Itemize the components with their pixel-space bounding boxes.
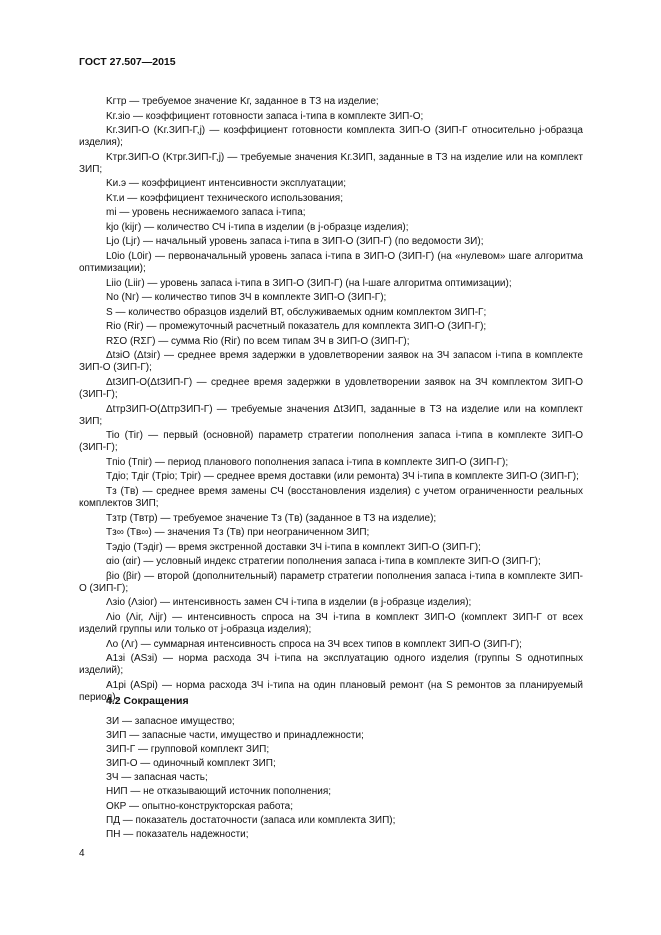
abbreviation-item: ЗИП — запасные части, имущество и принадлежности; xyxy=(106,730,364,742)
abbreviation-item: ЗИ — запасное имущество; xyxy=(106,716,235,727)
definition-item: Kг.зiо — коэффициент готовности запаса i-типа в комплекте ЗИП-О; xyxy=(106,110,424,122)
definition-item: Tзтр (Tвтр) — требуемое значение Tз (Tв) (заданное в ТЗ на изделие); xyxy=(106,512,437,524)
abbreviation-item: ЗЧ — запасная часть; xyxy=(106,772,208,784)
definition-item: Λзiо (Λзiог) — интенсивность замен СЧ i-типа в изделии (в j-образце изделия); xyxy=(106,597,472,609)
definition-item: Tз∞ (Tв∞) — значения Tз (Tв) при неограниченном ЗИП; xyxy=(106,527,370,539)
definition-item: Kгтр — требуемое значение Kг, заданное в ТЗ на изделие; xyxy=(106,96,379,107)
definition-item: Tiо (Tiг) — первый (основной) параметр стратегии пополнения запаса i-типа в комплекте ЗИП-О (ЗИП-Г); xyxy=(79,430,583,454)
definition-item: A1зi (ASзi) — норма расхода ЗЧ i-типа на эксплуатацию одного изделия (группы S однотипных изделий); xyxy=(79,653,583,677)
abbreviation-item: НИП — не отказывающий источник пополнения; xyxy=(106,786,332,798)
definition-item: Kг.ЗИП-О (Kг.ЗИП-Г,j) — коэффициент готовности комплекта ЗИП-О (ЗИП-Г относительно j-образца изделия); xyxy=(79,125,583,149)
definition-item: βiо (βiг) — второй (дополнительный) параметр стратегии пополнения запаса i-типа в комплекте ЗИП-О (ЗИП-Г); xyxy=(79,570,583,594)
definition-item: A1рi (ASрi) — норма расхода ЗЧ i-типа на один плановый ремонт (на S ремонтов за планируемый период). xyxy=(79,679,583,703)
definition-item: Tэдiо (Tэдiг) — время экстренной доставки ЗЧ i-типа в комплект ЗИП-О (ЗИП-Г); xyxy=(106,541,481,553)
definition-item: ΔtЗИП-О(ΔtЗИП-Г) — среднее время задержки в удовлетворении заявок на ЗЧ комплектом ЗИП-О (ЗИП-Г); xyxy=(79,376,583,401)
abbreviations-list xyxy=(106,716,395,843)
definition-item: Kт.и — коэффициент технического использования; xyxy=(106,192,344,204)
abbreviation-item: ПД — показатель достаточности (запаса или комплекта ЗИП); xyxy=(106,814,396,826)
definition-item: S — количество образцов изделий ВТ, обслуживаемых одним комплектом ЗИП-Г; xyxy=(106,306,487,318)
definition-item: Λiо (Λiг, Λijг) — интенсивность спроса на ЗЧ i-типа в комплект ЗИП-О (комплект ЗИП-Г от всех изделий группы или только от j-образца изделия); xyxy=(79,611,583,636)
section-title: 4.2 Сокращения xyxy=(106,695,189,707)
definition-item: kjо (kijг) — количество СЧ i-типа в изделии (в j-образце изделия); xyxy=(106,221,409,233)
abbreviation-item: ЗИП-О — одиночный комплект ЗИП; xyxy=(106,758,276,770)
definition-item: Kи.э — коэффициент интенсивности эксплуатации; xyxy=(106,178,347,190)
definition-item: mi — уровень неснижаемого запаса i-типа; xyxy=(106,207,306,219)
definition-item: Λо (Λг) — суммарная интенсивность спроса на ЗЧ всех типов в комплект ЗИП-О (ЗИП-Г); xyxy=(106,638,522,650)
definition-item: αiо (αiг) — условный индекс стратегии пополнения запаса i-типа в комплекте ЗИП-О (ЗИП-Г); xyxy=(106,556,541,568)
definitions-list xyxy=(79,96,583,706)
definition-item: Riо (Riг) — промежуточный расчетный показатель для комплекта ЗИП-О (ЗИП-Г); xyxy=(106,321,487,333)
abbreviation-item: ПН — показатель надежности; xyxy=(106,828,249,840)
definition-item: Tпiо (Tпiг) — период планового пополнения запаса i-типа в комплекте ЗИП-О (ЗИП-Г); xyxy=(106,456,509,468)
definition-item: ΔtзiO (Δtзiг) — среднее время задержки в удовлетворении заявок на ЗЧ запасом i-типа в комплекте ЗИП-О (ЗИП-Г); xyxy=(79,350,583,374)
definition-item: Tдiо; Tдiг (Tрiо; Tрiг) — среднее время доставки (или ремонта) ЗЧ i-типа в комплекте ЗИП-О (ЗИП-Г); xyxy=(106,471,579,483)
definition-item: Ljо (Ljг) — начальный уровень запаса i-типа в ЗИП-О (ЗИП-Г) (по ведомости ЗИ); xyxy=(106,236,484,248)
definition-item: Tз (Tв) — среднее время замены СЧ (восстановления изделия) с учетом ограниченности реальных комплектов ЗИП; xyxy=(79,485,583,510)
definition-item: Kтрг.ЗИП-О (Kтрг.ЗИП-Г,j) — требуемые значения Kг.ЗИП, заданные в ТЗ на изделие или на комплект ЗИП; xyxy=(79,151,583,175)
definition-item: L0iо (L0iг) — первоначальный уровень запаса i-типа в ЗИП-О (ЗИП-Г) (на «нулевом» шаге алгоритма оптимизации); xyxy=(79,250,583,275)
definition-item: Liiо (Liiг) — уровень запаса i-типа в ЗИП-О (ЗИП-Г) (на l-шаге алгоритма оптимизации); xyxy=(106,277,512,289)
document-header: ГОСТ 27.507—2015 xyxy=(79,56,176,68)
definition-item: ΔtтрЗИП-О(ΔtтрЗИП-Г) — требуемые значения ΔtЗИП, заданные в ТЗ на изделие или на комплект ЗИП; xyxy=(79,403,583,427)
definition-item: Nо (Nг) — количество типов ЗЧ в комплекте ЗИП-О (ЗИП-Г); xyxy=(106,292,387,304)
abbreviation-item: ОКР — опытно-конструкторская работа; xyxy=(106,800,294,812)
definition-item: RΣО (RΣГ) — сумма Riо (Riг) по всем типам ЗЧ в ЗИП-О (ЗИП-Г); xyxy=(106,335,410,347)
abbreviation-item: ЗИП-Г — групповой комплект ЗИП; xyxy=(106,744,270,756)
page-number: 4 xyxy=(79,848,85,859)
